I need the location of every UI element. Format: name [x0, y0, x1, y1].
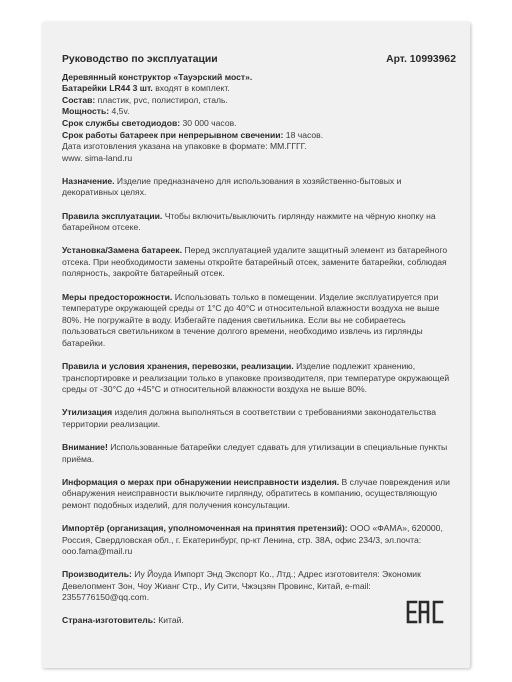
manufacture-date: Дата изготовления указана на упаковке в формате: ММ.ГГГГ.: [62, 141, 307, 152]
section-label: Назначение.: [62, 175, 115, 186]
section-text: Перед эксплуатацией удалите защитный элемент из батарейного отсека. При необходимости замены откройте батарейный отсек, замените батарейки, соблюдая полярность, закройте батарейный отсек.: [62, 245, 448, 279]
section-text: Иу Йоуда Импорт Энд Экспорт Ко., Лтд.; Адрес изготовителя: Экономик Девелопмент Зон, Чоу Жианг Стр., Иу Сити, Чжэцзян Провинс, Китай, e-mail: 2355776150@qq.com.: [62, 569, 421, 603]
section-warning: [62, 442, 456, 465]
section-text: Чтобы включить/выключить гирлянду нажмите на чёрную кнопку на батарейном отсеке.: [62, 210, 436, 233]
section-purpose: [62, 176, 456, 199]
section-battery-replacement: [62, 245, 456, 280]
section-label: Информация о мерах при обнаружении неисправности изделия.: [62, 476, 340, 487]
section-operation-rules: [62, 211, 456, 234]
section-label: Меры предосторожности.: [62, 291, 173, 302]
power-line: [62, 106, 456, 118]
instruction-sheet: [42, 22, 470, 668]
section-importer: [62, 523, 456, 558]
website: www. sima-land.ru: [62, 152, 133, 163]
power-value: 4,5v.: [109, 106, 130, 117]
section-text: В случае повреждения или обнаружения неисправности выключите гирлянду, обратитесь в компанию, осуществляющую ремонт подобных изделий, для получения консультации.: [62, 476, 450, 510]
batteries-value: входят в комплект.: [152, 83, 230, 94]
section-text: Использованные батарейки следует сдавать для утилизации в специальные пункты приёма.: [62, 441, 448, 464]
section-label: Установка/Замена батареек.: [62, 245, 182, 256]
section-label: Производитель:: [62, 569, 132, 580]
battery-time-label: Срок работы батареек при непрерывном свечении:: [62, 129, 284, 140]
article-number: Арт. 10993962: [386, 54, 456, 65]
eac-certification-icon: [406, 600, 446, 624]
led-life-value: 30 000 часов.: [180, 117, 237, 128]
section-label: Импортёр (организация, уполномоченная на принятия претензий):: [62, 522, 348, 533]
section-text: изделия должна выполняться в соответствии с требованиями законодательства территории реализации.: [62, 407, 437, 429]
product-name: Деревянный конструктор «Тауэрский мост».: [62, 71, 253, 82]
power-label: Мощность:: [62, 106, 110, 117]
section-label: Утилизация: [62, 407, 113, 418]
led-life-label: Срок службы светодиодов:: [62, 117, 181, 128]
section-label: Внимание!: [62, 441, 108, 452]
material-value: пластик, pvc, полистирол, сталь.: [95, 94, 228, 105]
section-text: ООО «ФАМА», 620000, Россия, Свердловская обл., г. Екатеринбург, пр-кт Ленина, стр. 38А, офис 234/3, эл.почта: ooo.fama@mail.ru: [62, 522, 443, 557]
document-title: Руководство по эксплуатации: [62, 54, 218, 65]
section-disposal: [62, 407, 456, 430]
header-row: [62, 54, 456, 66]
section-country: [62, 615, 456, 627]
section-text: Китай.: [155, 615, 184, 626]
section-malfunction: [62, 477, 456, 512]
battery-time-value: 18 часов.: [283, 129, 324, 140]
section-storage: [62, 361, 456, 396]
material-label: Состав:: [62, 94, 96, 105]
section-manufacturer: [62, 569, 456, 604]
section-text: Изделие предназначено для использования в хозяйственно-бытовых и декоративных целях.: [62, 175, 402, 198]
section-text: Изделие подлежит хранению, транспортировке и реализации только в упаковке производителя, при температуре окружающей среды от -30°С до +45°С и относительной влажности воздуха не выше 80%.: [62, 360, 450, 395]
section-label: Правила и условия хранения, перевозки, реализации.: [62, 360, 294, 371]
section-text: Использовать только в помещении. Изделие эксплуатируется при температуре окружающей среды от 1°С до 40°С и относительной влажности воздуха не выше 80%. Не погружайте в воду. Избегайте падения светильника. Если вы не собираетесь пользоваться светильником в течение долгого времени, необходимо извлечь из гирлянды батарейки.: [62, 291, 440, 348]
batteries-line: [62, 83, 456, 95]
section-label: Правила эксплуатации.: [62, 210, 163, 221]
section-label: Страна-изготовитель:: [62, 615, 156, 626]
sheet-content: [62, 54, 456, 627]
section-precautions: [62, 292, 456, 350]
batteries-label: Батарейки LR44 3 шт.: [62, 83, 153, 94]
led-life-line: [62, 118, 456, 130]
battery-time-line: [62, 130, 456, 142]
material-line: [62, 95, 456, 107]
